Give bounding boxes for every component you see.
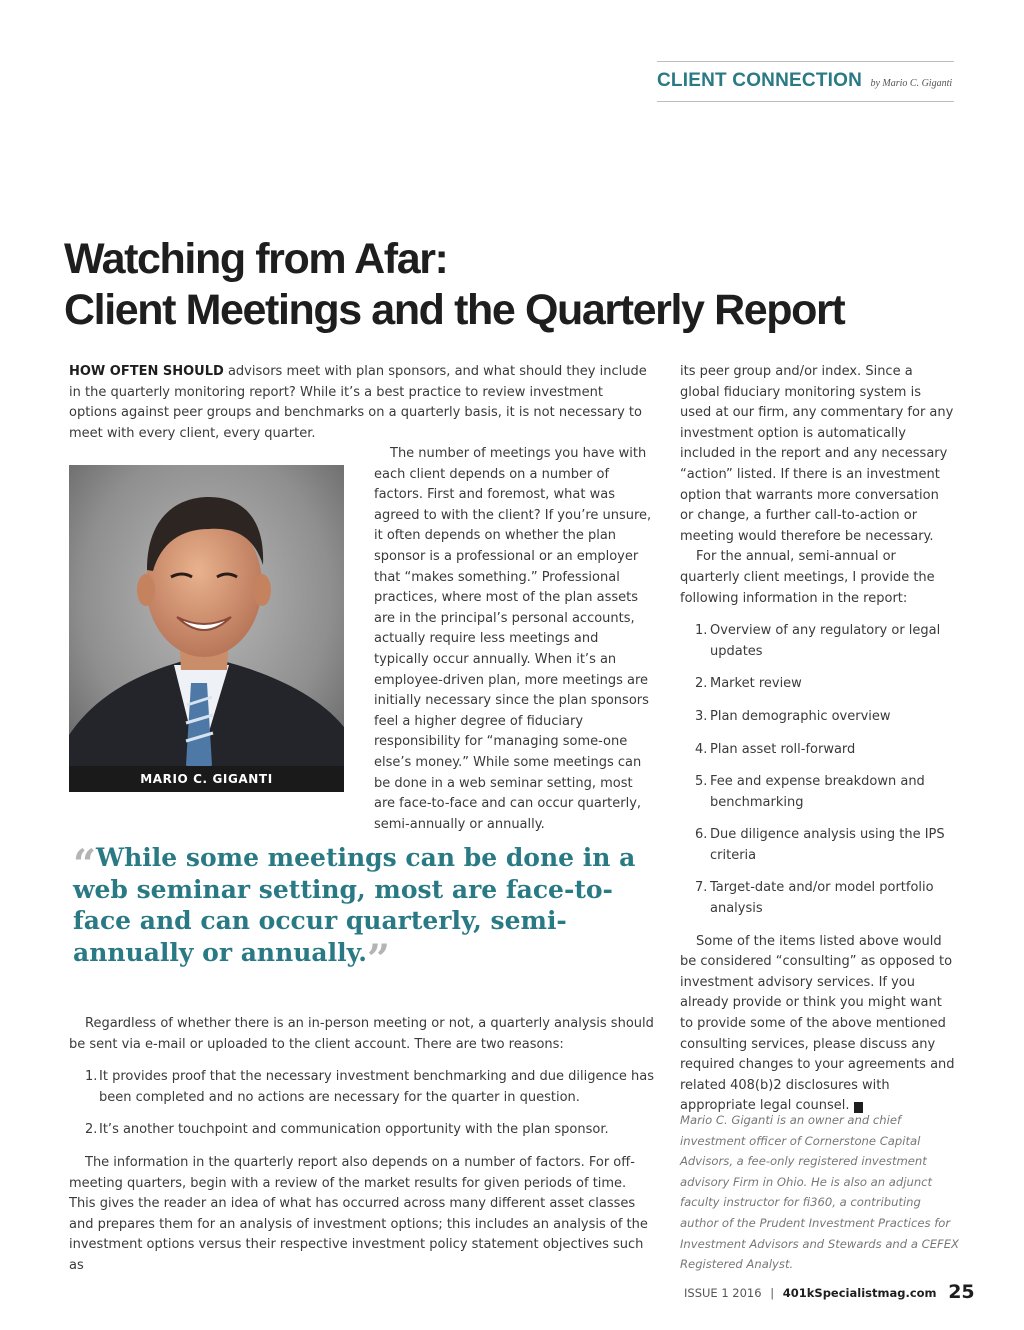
headline-line-2: Client Meetings and the Quarterly Report: [64, 286, 845, 334]
page-number: 25: [948, 1281, 975, 1303]
list-item: 4. Plan asset roll-forward: [695, 741, 856, 757]
author-photo: [69, 465, 344, 792]
close-quote-mark: ”: [366, 935, 390, 983]
monitoring-paragraph: its peer group and/or index. Since a global fiduciary monitoring system is used at our firm, any commentary for any investment option is automatically included in the report and any necessary “action” listed. If there is an investment option that warrants more conversation or change, a further call-to-action or meeting would therefore be necessary.: [680, 364, 954, 544]
list-item: 2. It’s another touchpoint and communication opportunity with the plan sponsor.: [85, 1122, 609, 1138]
reasons-intro-paragraph: Regardless of whether there is an in-person meeting or not, a quarterly analysis should be sent via e-mail or uploaded to the client account. There are two reasons:: [69, 1016, 654, 1052]
author-bio: Mario C. Giganti is an owner and chief investment officer of Cornerstone Capital Advisors, a fee-only registered investment advisory Firm in Ohio. He is also an adjunct faculty instructor for fi360, a contributing author of the Prudent Investment Practices for Investment Advisors and Stewards and a CEFEX Registered Analyst.: [680, 1113, 959, 1272]
meetings-paragraph: The number of meetings you have with each client depends on a number of factors. First and foremost, what was agreed to with the client? If you’re unsure, it often depends on whether the plan sponsor is a professional or an employer that “makes something.” Professional practices, where most of the plan assets are in the principal’s personal accounts, actually require less meetings and typically occur annually. When it’s an employee-driven plan, more meetings are initially necessary since the plan sponsors feel a higher degree of fiduciary responsibility for “managing some-one else’s money.” While some meetings can be done in a web seminar setting, most are face-to-face and can occur quarterly, semi-annually or annually.: [374, 446, 652, 832]
photo-caption: MARIO C. GIGANTI: [69, 766, 344, 792]
reasons-list: [69, 1067, 654, 1141]
pull-quote-text: While some meetings can be done in a web seminar setting, most are face-to-face and can occur quarterly, semi-annually or annually.: [73, 843, 636, 967]
consulting-paragraph: Some of the items listed above would be considered “consulting” as opposed to investment advisory services. If you already provide or think you might want to provide some of the above mentioned consulting services, please discuss any required changes to your agreements and related 408(b)2 disclosures with appropriate legal counsel. K: [680, 933, 955, 1114]
pull-quote: [73, 841, 643, 983]
list-item: 1. Overview of any regulatory or legal updates: [695, 623, 941, 659]
byline: by Mario C. Giganti: [870, 78, 953, 89]
article-column-3: [680, 362, 956, 1117]
lead-in: HOW OFTEN SHOULD: [69, 364, 224, 379]
issue-label: ISSUE 1 2016: [684, 1286, 762, 1300]
list-item: 7. Target-date and/or model portfolio analysis: [695, 880, 934, 917]
article-column-2: [374, 444, 656, 835]
footer-separator: |: [770, 1286, 775, 1300]
end-mark-icon: K: [854, 1102, 863, 1113]
header-rule-top: [657, 61, 954, 62]
page-footer: [684, 1281, 975, 1303]
report-info-paragraph: For the annual, semi-annual or quarterly client meetings, I provide the following information in the report:: [680, 549, 935, 606]
article-headline: [64, 234, 964, 336]
intro-text: advisors meet with plan sponsors, and what should they include in the quarterly monitoring report? While it’s a best practice to review investment options against peer groups and benchmarks on a quarterly basis, it is not necessary to meet with every client, every quarter.: [69, 364, 647, 441]
header-rule-bottom: [657, 101, 954, 102]
list-item: 2. Market review: [695, 676, 802, 692]
list-item: 3. Plan demographic overview: [695, 708, 891, 724]
open-quote-mark: “: [73, 841, 97, 888]
list-item: 5. Fee and expense breakdown and benchmarking: [695, 774, 925, 810]
report-items-list: [680, 621, 956, 920]
intro-paragraph: [69, 362, 654, 444]
information-paragraph: The information in the quarterly report also depends on a number of factors. For off-meeting quarters, begin with a review of the market results for given periods of time. This gives the reader an idea of what has occurred across many different asset classes and prepares them for an analysis of investment options; this includes an analysis of the investment options versus their respective investment policy statement objectives such as: [69, 1154, 648, 1273]
section-header: [657, 70, 954, 92]
list-item: 1. It provides proof that the necessary investment benchmarking and due diligence has been completed and no actions are necessary for the quarter in question.: [85, 1069, 654, 1105]
list-item: 6. Due diligence analysis using the IPS criteria: [695, 827, 945, 863]
section-title: CLIENT CONNECTION: [657, 70, 863, 91]
headline-line-1: Watching from Afar:: [64, 235, 448, 283]
site-link[interactable]: 401kSpecialistmag.com: [782, 1286, 937, 1300]
article-lower-section: [69, 1014, 654, 1277]
